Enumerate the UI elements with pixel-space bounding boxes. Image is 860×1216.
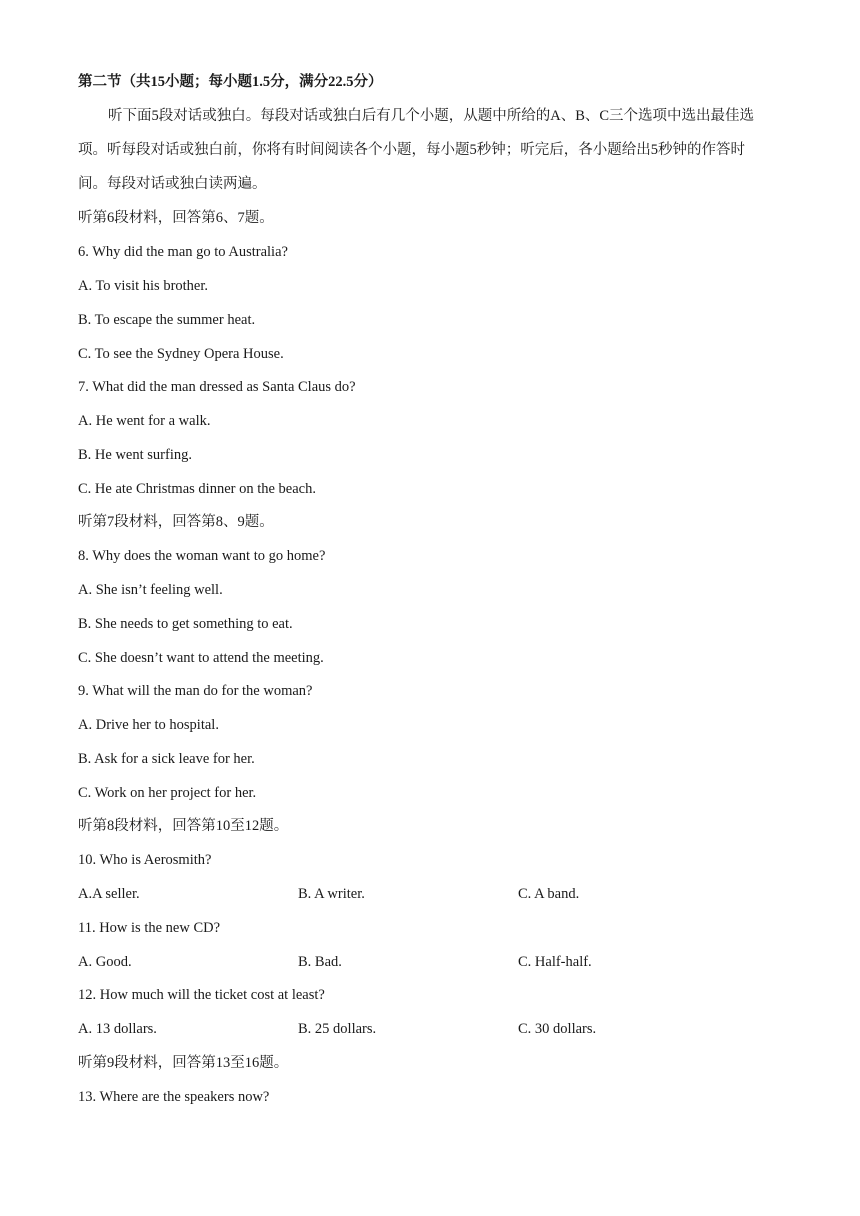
question-6-option-b: B. To escape the summer heat. bbox=[78, 312, 256, 328]
question-12: 12. How much will the ticket cost at least? bbox=[78, 987, 325, 1003]
section-heading: 第二节（共15小题；每小题1.5分，满分22.5分） bbox=[78, 74, 383, 90]
question-6: 6. Why did the man go to Australia? bbox=[78, 244, 288, 260]
question-10-option-c: C. A band. bbox=[518, 886, 580, 902]
question-11-option-a: A. Good. bbox=[78, 954, 132, 970]
question-7: 7. What did the man dressed as Santa Claus do? bbox=[78, 379, 356, 395]
question-11: 11. How is the new CD? bbox=[78, 920, 221, 936]
group-heading-8: 听第8段材料，回答第10至12题。 bbox=[78, 818, 289, 834]
instructions-line-1: 听下面5段对话或独白。每段对话或独白后有几个小题，从题中所给的A、B、C三个选项中选出最佳选 bbox=[108, 108, 755, 124]
question-8-option-b: B. She needs to get something to eat. bbox=[78, 616, 293, 632]
question-7-option-b: B. He went surfing. bbox=[78, 447, 192, 463]
question-9-option-c: C. Work on her project for her. bbox=[78, 785, 257, 801]
question-12-option-c: C. 30 dollars. bbox=[518, 1021, 597, 1037]
question-8-option-a: A. She isn’t feeling well. bbox=[78, 582, 223, 598]
question-7-option-a: A. He went for a walk. bbox=[78, 413, 211, 429]
question-11-option-b: B. Bad. bbox=[298, 954, 342, 970]
group-heading-6: 听第6段材料，回答第6、7题。 bbox=[78, 210, 274, 226]
question-12-option-b: B. 25 dollars. bbox=[298, 1021, 377, 1037]
question-10: 10. Who is Aerosmith? bbox=[78, 852, 212, 868]
question-8: 8. Why does the woman want to go home? bbox=[78, 548, 326, 564]
instructions-line-2: 项。听每段对话或独白前，你将有时间阅读各个小题，每小题5秒钟；听完后，各小题给出5秒钟的作答时 bbox=[78, 142, 745, 158]
question-8-option-c: C. She doesn’t want to attend the meeting. bbox=[78, 650, 324, 666]
question-6-option-a: A. To visit his brother. bbox=[78, 278, 209, 294]
question-13: 13. Where are the speakers now? bbox=[78, 1089, 270, 1105]
question-10-option-b: B. A writer. bbox=[298, 886, 365, 902]
question-7-option-c: C. He ate Christmas dinner on the beach. bbox=[78, 481, 316, 497]
instructions-line-3: 间。每段对话或独白读两遍。 bbox=[78, 176, 267, 192]
group-heading-9: 听第9段材料，回答第13至16题。 bbox=[78, 1055, 289, 1071]
question-12-option-a: A. 13 dollars. bbox=[78, 1021, 157, 1037]
group-heading-7: 听第7段材料，回答第8、9题。 bbox=[78, 514, 274, 530]
question-9-option-a: A. Drive her to hospital. bbox=[78, 717, 219, 733]
question-9-option-b: B. Ask for a sick leave for her. bbox=[78, 751, 255, 767]
question-11-option-c: C. Half-half. bbox=[518, 954, 592, 970]
question-10-option-a: A.A seller. bbox=[78, 886, 140, 902]
question-6-option-c: C. To see the Sydney Opera House. bbox=[78, 346, 284, 362]
question-9: 9. What will the man do for the woman? bbox=[78, 683, 313, 699]
